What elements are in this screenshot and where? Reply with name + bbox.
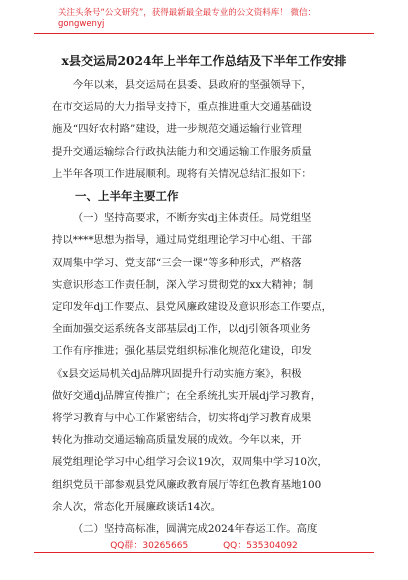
text-line: 实意识形态工作责任制，深入学习贯彻党的xx大精神；制 (52, 278, 314, 291)
text-line: 将学习教育与中心工作紧密结合，切实将dj学习教育成果 (52, 412, 312, 425)
qq-group-text: QQ群：30265665 (110, 541, 189, 551)
footer-rule (34, 552, 374, 553)
text-line: 在市交运局的大力指导支持下，重点推进重大交通基础设 (52, 101, 312, 114)
paragraph-2 (52, 518, 372, 540)
document-title: x县交运局2024年上半年工作总结及下半年工作安排 (61, 54, 347, 68)
document-body (52, 74, 372, 540)
text-line: 转化为推动交通运输高质量发展的成效。今年以来，开 (52, 434, 302, 447)
text-line: （二）坚持高标准，圆满完成2024年春运工作。高度 (72, 523, 318, 536)
text-line: 做好交通dj品牌宣传推广；在全系统扎实开展dj学习教育， (52, 389, 322, 402)
text-line: （一）坚持高要求，不断夯实dj主体责任。局党组坚 (72, 212, 312, 225)
text-line: 上半年各项工作进展顺利。现将有关情况总结汇报如下： (52, 167, 312, 180)
text-line: 施及“四好农村路”建设，进一步规范交通运输行业管理 (52, 123, 302, 136)
text-line: 余人次，常态化开展廉政谈话14次。 (52, 500, 222, 513)
banner-text: 关注头条号“公文研究”，获得最新最全最专业的公文资料库！ 微信：gongwenyj (58, 8, 317, 29)
text-line: 全面加强交运系统各支部基层dj工作，以dj引领各项业务 (52, 323, 311, 336)
text-line: 持以****思想为指导，通过局党组理论学习中心组、干部 (52, 234, 312, 247)
text-line: 组织党员干部参观县党风廉政教育展厅等红色教育基地100 (52, 478, 322, 491)
qq-text: QQ：535304092 (223, 541, 298, 551)
text-line: 《x县交运局机关dj品牌巩固提升行动实施方案》，积极 (52, 367, 302, 380)
header-rule (34, 33, 374, 34)
paragraph-1 (52, 207, 372, 518)
text-line: 双周集中学习、党支部“三会一课”等多种形式，严格落 (52, 256, 302, 269)
section-heading: 一、上半年主要工作 (75, 189, 179, 204)
footer-contact (0, 538, 408, 551)
text-line: 展党组理论学习中心组学习会议19次，双周集中学习10次， (52, 456, 328, 469)
text-line: 今年以来，县交运局在县委、县政府的坚强领导下， (72, 79, 312, 91)
intro-paragraph (52, 74, 372, 185)
text-line: 提升交通运输综合行政执法能力和交通运输工作服务质量 (52, 145, 312, 158)
text-line: 定印发年dj工作要点、县党风廉政建设及意识形态工作要点， (52, 301, 333, 314)
header-banner (58, 8, 358, 30)
text-line: 工作有序推进；强化基层党组织标准化规范化建设，印发 (52, 345, 312, 358)
